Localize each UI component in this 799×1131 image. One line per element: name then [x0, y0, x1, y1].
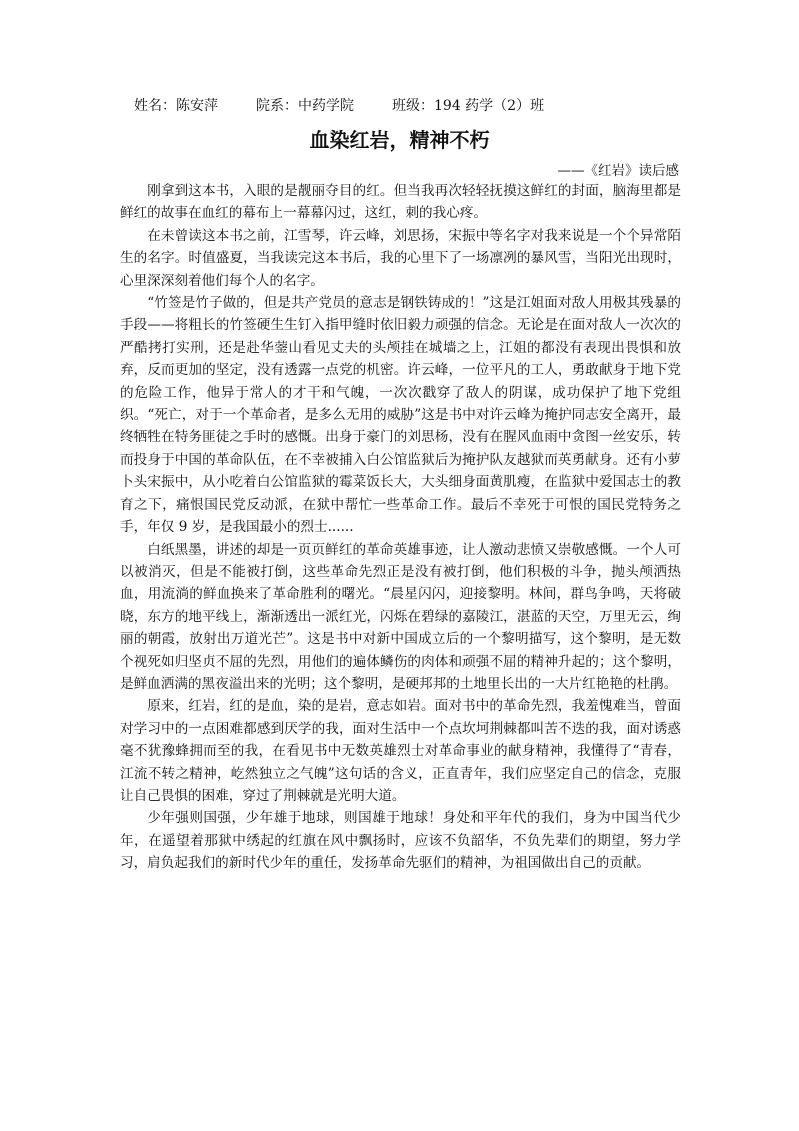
essay-subtitle: ——《红岩》读后感 — [557, 163, 679, 179]
essay-title: 血染红岩，精神不朽 — [309, 128, 490, 152]
paragraph-3: “竹签是竹子做的，但是共产党员的意志是钢铁铸成的！”这是江姐面对敌人用极其残暴的手段——将粗长的竹签硬生生钉入指甲缝时依旧毅力顽强的信念。无论是在面对敌人一次次的严酷拷打实刑，还是赴华蓥山看见丈夫的头颅挂在城墙之上，江姐的都没有表现出畏惧和放弃，反而更加的坚定，没有透露一点党的机密。许云峰，一位平凡的工人，勇敢献身于地下党的危险工作，他异于常人的才干和气魄，一次次戳穿了敌人的阴谋，成功保护了地下党组织。“死亡，对于一个革命者，是多么无用的威胁”这是书中对许云峰为掩护同志安全离开，最终牺牲在特务匪徒之手时的感慨。出身于豪门的刘思杨，没有在腥风血雨中贪图一丝安乐，转而投身于中国的革命队伍，在不幸被捕入白公馆监狱后为掩护队友越狱而英勇献身。还有小萝卜头宋振中，从小吃着白公馆监狱的霉菜饭长大，大头细身面黄肌瘦，在监狱中爱国志士的教育之下，痛恨国民党反动派，在狱中帮忙一些革命工作。最后不幸死于可恨的国民党特务之手，年仅 9 岁，是我国最小的烈士...... — [120, 295, 681, 536]
student-department: 院系：中药学院 — [256, 98, 354, 114]
student-info — [134, 95, 544, 117]
paragraph-4: 白纸黑墨，讲述的却是一页页鲜红的革命英雄事迹，让人激动悲愤又崇敬感慨。一个人可以被消灭，但是不能被打倒，这些革命先烈正是没有被打倒，他们积极的斗争，抛头颅洒热血，用流淌的鲜血换来了革命胜利的曙光。“晨星闪闪，迎接黎明。林间，群鸟争鸣，天将破晓，东方的地平线上，渐渐透出一派红光，闪烁在碧绿的嘉陵江，湛蓝的天空，万里无云，绚丽的朝霞，放射出万道光芒”。这是书中对新中国成立后的一个黎明描写，这个黎明，是无数个视死如归坚贞不屈的先烈，用他们的遍体鳞伤的肉体和顽强不屈的精神升起的；这个黎明，是鲜血洒满的黑夜溢出来的光明；这个黎明，是硬邦邦的土地里长出的一大片红艳艳的杜鹃。 — [120, 541, 681, 692]
student-name: 姓名：陈安萍 — [134, 98, 218, 114]
paragraph-6: 少年强则国强，少年雄于地球，则国雄于地球！身处和平年代的我们，身为中国当代少年，在遥望着那狱中绣起的红旗在风中飘扬时，应该不负韶华，不负先辈们的期望，努力学习，肩负起我们的新时代少年的重任，发扬革命先驱们的精神，为祖国做出自己的贡献。 — [120, 810, 681, 872]
paragraph-5: 原来，红岩，红的是血，染的是岩，意志如岩。面对书中的革命先烈，我羞愧难当，曾面对学习中的一点困难都感到厌学的我，面对生活中一个点坎坷荆棘都叫苦不迭的我，面对诱惑毫不犹豫蜂拥而至的我，在看见书中无数英雄烈士对革命事业的献身精神，我懂得了“青春，江流不转之精神，屹然独立之气魄”这句话的含义，正直青年，我们应坚定自己的信念，克服让自己畏惧的困难，穿过了荆棘就是光明大道。 — [120, 698, 681, 804]
essay-body — [120, 180, 681, 875]
paragraph-1: 刚拿到这本书，入眼的是靓丽夺目的红。但当我再次轻轻抚摸这鲜红的封面，脑海里都是鲜红的故事在血红的幕布上一幕幕闪过，这红，刺的我心疼。 — [120, 183, 681, 222]
student-class: 班级：194 药学（2）班 — [392, 98, 545, 114]
paragraph-2: 在未曾读这本书之前，江雪琴，许云峰，刘思扬，宋振中等名字对我来说是一个个异常陌生的名字。时值盛夏，当我读完这本书后，我的心里下了一场凛冽的暴风雪，当阳光出现时，心里深深刻着他们每个人的名字。 — [120, 227, 681, 289]
